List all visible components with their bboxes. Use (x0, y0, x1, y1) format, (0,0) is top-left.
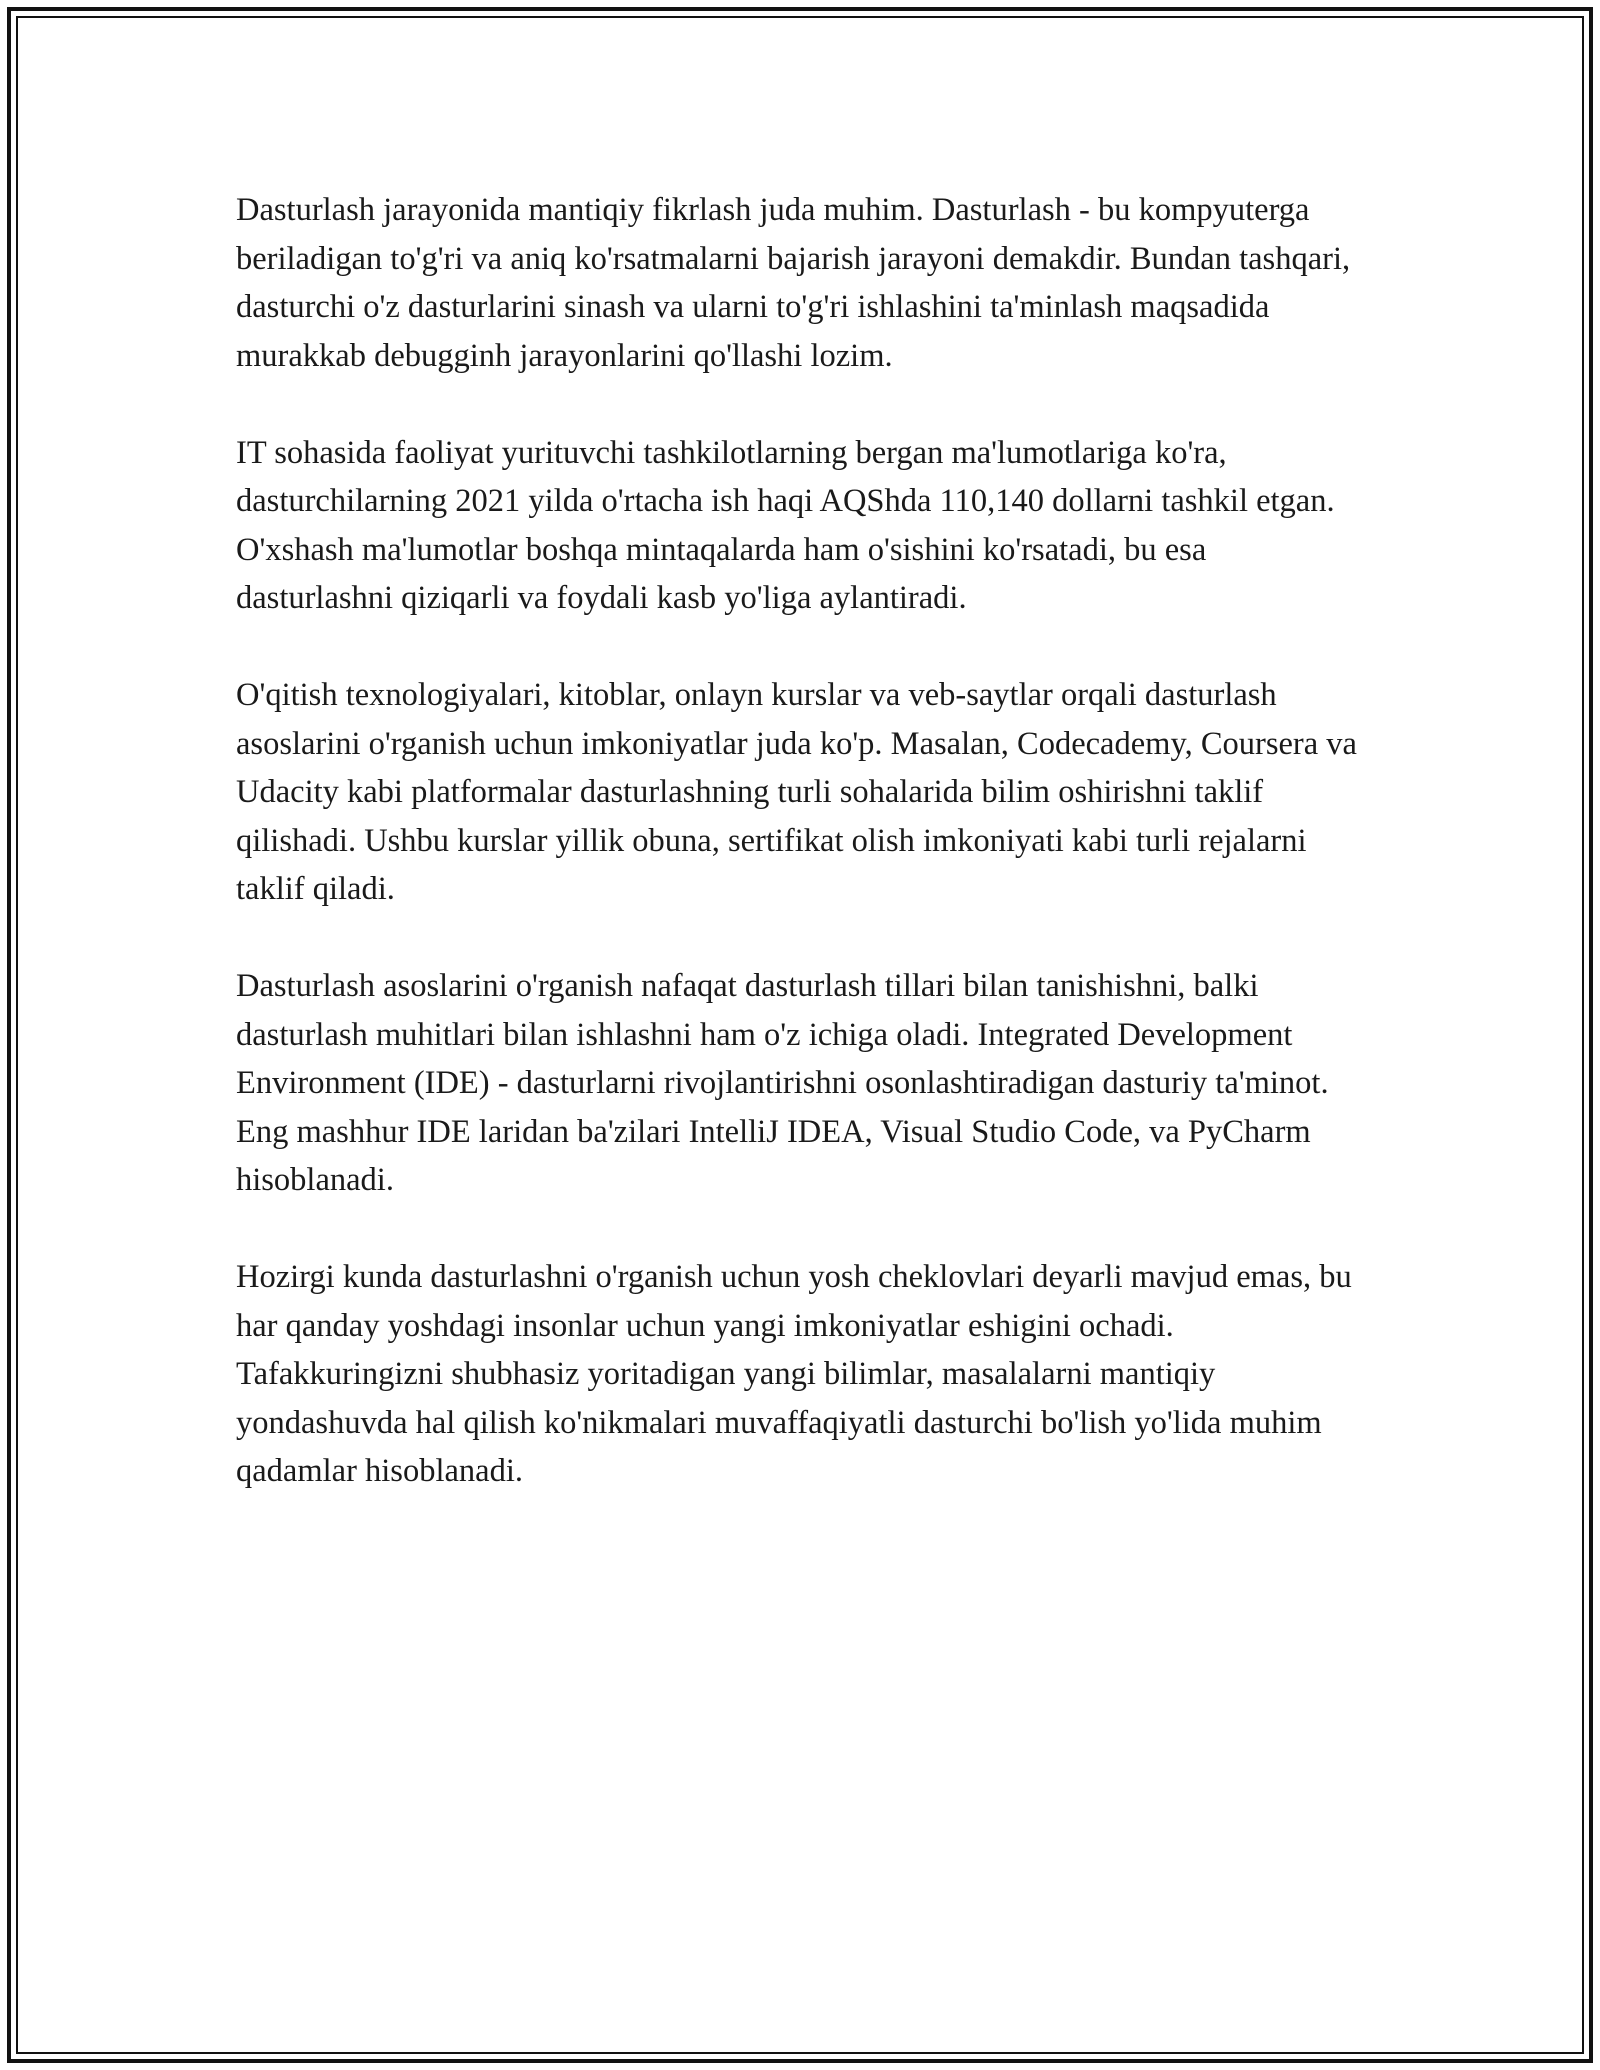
document-body (236, 186, 1366, 1544)
paragraph: Dasturlash asoslarini o'rganish nafaqat dasturlash tillari bilan tanishishni, balki dasturlash muhitlari bilan ishlashni ham o'z ichiga oladi. Integrated Development Environment (IDE) - dasturlarni rivojlantirishni osonlashtiradigan dasturiy ta'minot. Eng mashhur IDE laridan ba'zilari IntelliJ IDEA, Visual Studio Code, va PyCharm hisoblanadi. (236, 968, 1329, 1198)
paragraph: Hozirgi kunda dasturlashni o'rganish uchun yosh cheklovlari deyarli mavjud emas, bu har qanday yoshdagi insonlar uchun yangi imkoniyatlar eshigini ochadi. Tafakkuringizni shubhasiz yoritadigan yangi bilimlar, masalalarni mantiqiy yondashuvda hal qilish ko'nikmalari muvaffaqiyatli dasturchi bo'lish yo'lida muhim qadamlar hisoblanadi. (236, 1259, 1352, 1489)
paragraph: Dasturlash jarayonida mantiqiy fikrlash juda muhim. Dasturlash - bu kompyuterga beriladigan to'g'ri va aniq ko'rsatmalarni bajarish jarayoni demakdir. Bundan tashqari, dasturchi o'z dasturlarini sinash va ularni to'g'ri ishlashini ta'minlash maqsadida murakkab debugginh jarayonlarini qo'llashi lozim. (236, 192, 1351, 374)
paragraph: IT sohasida faoliyat yurituvchi tashkilotlarning bergan ma'lumotlariga ko'ra, dasturchilarning 2021 yilda o'rtacha ish haqi AQShda 110,140 dollarni tashkil etgan. O'xshash ma'lumotlar boshqa mintaqalarda ham o'sishini ko'rsatadi, bu esa dasturlashni qiziqarli va foydali kasb yo'liga aylantiradi. (236, 434, 1335, 616)
paragraph: O'qitish texnologiyalari, kitoblar, onlayn kurslar va veb-saytlar orqali dasturlash asoslarini o'rganish uchun imkoniyatlar juda ko'p. Masalan, Codecademy, Coursera va Udacity kabi platformalar dasturlashning turli sohalarida bilim oshirishni taklif qilishadi. Ushbu kurslar yillik obuna, sertifikat olish imkoniyati kabi turli rejalarni taklif qiladi. (236, 677, 1357, 907)
